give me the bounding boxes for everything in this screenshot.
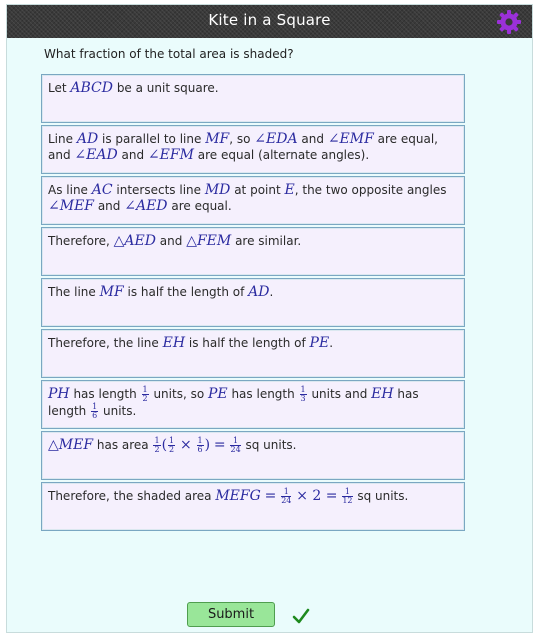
step-text: The line MF is half the length of AD. xyxy=(48,284,274,300)
step-text: PH has length $\frac{1}{2}$ units, so PE has length $\frac{1}{3}$ units and EH has length $\frac{1}{6}$ units. xyxy=(48,385,419,420)
step-text: △MEF has area $\frac{1}{2}$ ( $\frac{1}{2}$ × $\frac{1}{6}$ ) = $\frac{1}{24}$ sq units. xyxy=(48,436,297,454)
step-text: Therefore, the line EH is half the length of PE. xyxy=(48,335,334,351)
title-bar xyxy=(7,5,532,38)
proof-step-2[interactable] xyxy=(41,125,465,174)
proof-step-1[interactable] xyxy=(41,74,465,123)
step-text: As line AC intersects line MD at point E, the two opposite angles ∠MEF and ∠AED are equal. xyxy=(48,182,447,214)
window-title: Kite in a Square xyxy=(208,11,331,29)
proof-step-3[interactable] xyxy=(41,176,465,225)
proof-step-8[interactable] xyxy=(41,431,465,480)
step-text: Therefore, △AED and △FEM are similar. xyxy=(48,233,302,249)
proof-step-5[interactable] xyxy=(41,278,465,327)
checkmark-icon xyxy=(291,606,311,626)
proof-step-7[interactable] xyxy=(41,380,465,429)
gear-icon[interactable] xyxy=(496,9,522,35)
step-text: Therefore, the shaded area MEFG = $\frac{1}{24}$ × 2 = $\frac{1}{12}$ sq units. xyxy=(48,487,409,505)
submit-button[interactable]: Submit xyxy=(187,602,275,627)
proof-step-6[interactable] xyxy=(41,329,465,378)
question-text: What fraction of the total area is shaded? xyxy=(44,47,294,61)
app-panel xyxy=(6,4,533,633)
proof-step-9[interactable] xyxy=(41,482,465,531)
step-text: Let ABCD be a unit square. xyxy=(48,80,219,96)
step-text: Line AD is parallel to line MF, so ∠EDA and ∠EMF are equal, and ∠EAD and ∠EFM are equal (alternate angles). xyxy=(48,131,438,163)
proof-step-4[interactable] xyxy=(41,227,465,276)
